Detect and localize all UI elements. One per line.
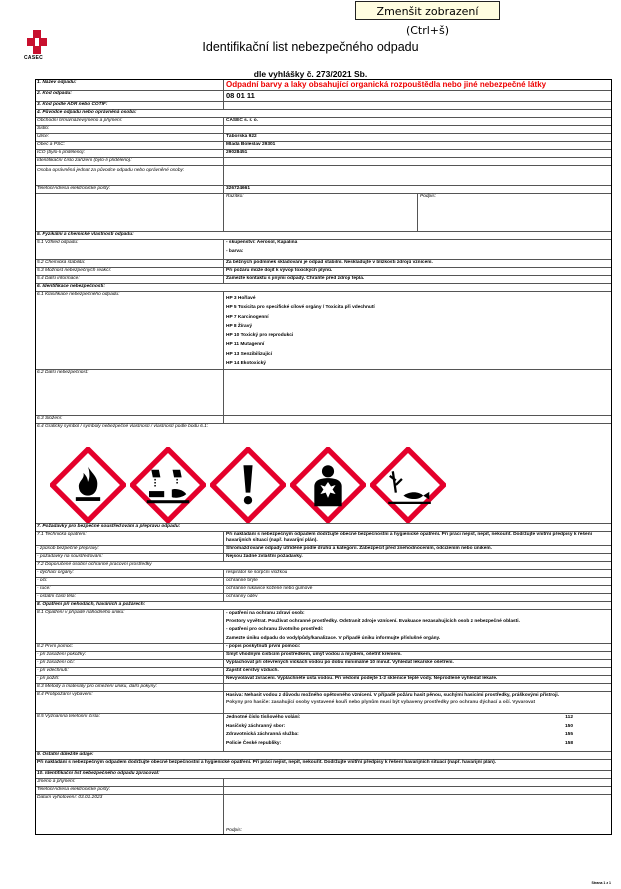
other-info-label: 5.4 Další informace: [36, 276, 224, 283]
pictogram-row [36, 443, 611, 523]
waste-code: 08 01 11 [226, 91, 255, 100]
phones-list [224, 714, 611, 751]
page-subtitle: dle vyhlášky č. 273/2021 Sb. [253, 69, 368, 79]
section-6-heading: 6. Identifikace nebezpečnosti: [37, 284, 105, 289]
stability-value: Za běžných podmínek skladování je odpad stabilní. Neskladujte v blízkosti zdrojů vznícení. [226, 260, 433, 265]
phone-name: Zdravotnická záchranná služba: [226, 732, 299, 737]
corrosion-icon [130, 447, 206, 523]
other-info-value: Zamezte kontaktu s jinými odpady. Chraňte před zdroji tepla. [226, 276, 365, 281]
hp-item: HP 11 Mutagenní [226, 342, 265, 348]
prepared-by-contact-label: Telefon/Adresa elektronické pošty: [36, 787, 224, 794]
page-number: Strana 1 z 1 [591, 881, 611, 885]
ppe-label: - oči: [36, 578, 224, 585]
environment-icon [370, 447, 446, 523]
waste-name: Odpadní barvy a laky obsahující organická rozpouštědla nebo jiné nebezpečné látky [226, 80, 547, 89]
fire-equipment-value [224, 692, 611, 713]
section-8-heading: 8. Opatření při nehodách, haváriích a požárech: [37, 602, 146, 607]
pictograms-label: 6.4 Grafický symbol / symboly nebezpečné vlastnosti / vlastností podle bodu 6.1: [37, 424, 209, 429]
transport-value: Shromažďované odpady utříděné podle druhů a kategorií. Zabezpečit před znehodnocením, odcizením nebo únikem. [226, 546, 492, 551]
date-label: Datum vyhotovení: 03.01.2023 [36, 795, 224, 834]
transport-label: - způsob bezpečné přepravy: [36, 546, 224, 553]
authorized-person-label: Osoba oprávněná jednat za původce odpadu nebo oprávněné osoby: [36, 166, 224, 185]
collection-value: Nejsou žádné zvláštní požadavky. [226, 554, 303, 559]
phones-label: 8.5 Významná telefonní čísla: [36, 714, 224, 751]
signature-label: Podpis: [420, 194, 436, 199]
prepared-by-name-label: Jméno a příjmení: [36, 779, 224, 786]
first-aid-case-value: Zajistit čerstvý vzduch. [226, 668, 279, 673]
first-aid-case-value: Vyplachovat při otevřených víčkách vodou po dobu minimálně 10 minut. Vyhledat lékařské ošetření. [226, 660, 454, 665]
first-aid-label: 8.2 První pomoc: [36, 644, 224, 651]
hp-item: HP 7 Karcinogenní [226, 314, 269, 320]
prepared-by-signature-label: Podpis: [226, 828, 242, 833]
authorized-person-value [224, 166, 611, 185]
health-hazard-icon [290, 447, 366, 523]
reactions-label: 5.3 Možnost nebezpečných reakcí: [36, 268, 224, 275]
composition-label: 6.3 Složení: [36, 416, 224, 423]
ico-label: IČO (bylo-li přiděleno): [36, 150, 224, 157]
blank-label [36, 194, 224, 231]
section-10-heading: 10. Identifikační list nebezpečného odpadu zpracoval: [37, 771, 160, 776]
flame-icon [50, 447, 126, 523]
section-7-heading: 7. Požadavky pro bezpečné soustřeďování a přepravu odpadu: [37, 524, 181, 529]
ppe-value: ochranné brýle [226, 578, 258, 583]
ppe-label: - dýchací orgány: [36, 570, 224, 577]
facility-id-value [224, 158, 611, 165]
appearance-label: 5.1 Vzhled odpadu: [36, 240, 224, 259]
containment-label: 8.3 Metody a materiály pro omezení úniku, další pokyny: [36, 684, 224, 691]
extinguishing-media: Hasiva: Nehasit vodou z důvodu možného opětovného vznícení. V případě požáru hasit pěnou, suchými hasicími prostředky, práškovými přístroji. [226, 693, 560, 698]
seat-value [224, 126, 611, 133]
phone-number: 112 [565, 715, 573, 720]
phone-name: Policie České republiky: [226, 740, 282, 746]
section-2-label: 2. Kód odpadu: [36, 91, 224, 101]
street-label: Ulice: [36, 134, 224, 141]
first-aid-case-label: - při vdechnutí: [36, 668, 224, 675]
first-aid-case-value: Smýt vhodným čisticím prostředkem, umýt vodou a mýdlem, ošetřit krémem. [226, 652, 402, 657]
spill-line: - opatření pro ochranu životního prostředí: [226, 627, 324, 633]
facility-id-label: Identifikační číslo zařízení (bylo-li přiděleno): [36, 158, 224, 165]
ppe-value: ochranné rukavice kožené nebo gumové [226, 586, 313, 591]
adr-code [224, 102, 611, 109]
hp-item: HP 14 Ekotoxický [226, 361, 266, 367]
appearance-color: - barva: [226, 249, 244, 254]
city-label: Obec a PSČ: [36, 142, 224, 149]
other-data-value: Při nakládání s nebezpečným odpadem dodržujte obecné bezpečnostní a hygienické opatření. Při práci nejíst, nepít, nekouřit. Dodržujte vnitřní předpisy k řešení havarijních situací (např. havarijní plán). [37, 760, 497, 765]
ppe-label: - ostatní části těla: [36, 594, 224, 601]
appearance-state: - skupenství: Aerosol, Kapalina [226, 240, 298, 245]
ppe-value: ochranný oděv [226, 594, 258, 599]
stability-label: 5.2 Chemická stabilita: [36, 260, 224, 267]
reactions-value: Při požáru může dojít k vývoji toxických plynů. [226, 268, 333, 273]
containment-value [224, 684, 611, 691]
technical-measures-label: 7.1 Technická opatření: [36, 532, 224, 545]
spill-measures [224, 610, 611, 643]
logo-text: CASEC [24, 55, 44, 61]
phone-number: 158 [564, 740, 573, 746]
other-hazard-label: 6.2 Další nebezpečnost: [36, 370, 224, 415]
fire-equipment-label: 8.4 Protipožární vybavení: [36, 692, 224, 713]
first-aid-case-label: - při požití: [36, 676, 224, 683]
ppe-heading: 7.2 Doporučené osobní ochranné pracovní prostředky [37, 562, 152, 567]
city-value: Mladá Boleslav 29301 [226, 142, 276, 147]
section-1-label: 1. Název odpadu: [36, 80, 224, 90]
prepared-by-signature [224, 795, 611, 834]
spill-line: Prostory vyvětrat. Používat ochranné prostředky. Odstranit zdroje vznícení. Evakuace nezasahujících osob z nebezpečné oblasti. [226, 619, 520, 625]
spill-line: Zamezte úniku odpadu do vody/půdy/kanalizace. V případě úniku informujte příslušné orgány. [226, 635, 441, 641]
spill-label: 8.1 Opatření v případě náhodného úniku: [36, 610, 224, 643]
hp-item: HP 8 Žíravý [226, 323, 253, 329]
section-9-heading: 9. Ostatní důležité údaje: [37, 752, 94, 757]
ppe-label: - ruce: [36, 586, 224, 593]
hp-item: HP 3 Hořlavé [226, 296, 256, 301]
composition-value [224, 416, 611, 423]
section-4-heading: 4. Původce odpadu nebo oprávněná osoba: [37, 110, 137, 115]
street-value: Táborská 922 [226, 134, 257, 139]
hp-list [224, 292, 611, 369]
first-aid-value: - popis poskytnutí první pomoci: [226, 644, 301, 649]
first-aid-case-value: Nevyvolávat zvracení. Vypláchněte ústa vodou. Při vědomí podejte 1-2 sklenice teplé vody. Neprodleně vyhledat lékaře. [226, 676, 498, 681]
phone-label: Telefon/Adresa elektronické pošty: [36, 186, 224, 193]
prepared-by-name-value [224, 779, 611, 786]
classification-label: 6.1 Klasifikace nebezpečného odpadu: [36, 292, 224, 369]
form-table [35, 79, 612, 835]
ico-value: 29028451 [226, 150, 248, 155]
first-aid-case-label: - při zasažení pokožky: [36, 652, 224, 659]
hp-item: HP 13 Senzibilizující [226, 351, 273, 357]
spill-line: - opatření na ochranu zdraví osob: [226, 611, 305, 616]
prepared-by-contact-value [224, 787, 611, 794]
firefighter-advice: Pokyny pro hasiče: zasahující osoby vystavené kouři nebo plynům musí být vybaveny prostředky pro ochranu dýchací a očí. Vyvarovat [226, 699, 536, 705]
first-aid-case-label: - při zasažení očí: [36, 660, 224, 667]
firm-label: Obchodní firma/název/jméno a příjmení: [36, 118, 224, 125]
phone-number: 150 [564, 723, 573, 729]
section-5-heading: 5. Fyzikální a chemické vlastnosti odpadu: [37, 232, 134, 237]
phone-name: Jednotné číslo tísňového volání: [226, 715, 301, 720]
seat-label: Sídlo: [36, 126, 224, 133]
section-3-label: 3. Kód podle ADR nebo COTIF: [36, 102, 224, 109]
phone-number: 155 [564, 732, 573, 737]
collection-label: - požadavky na soustřeďování: [36, 554, 224, 561]
technical-measures-value: Při nakládání s nebezpečným odpadem dodržujte obecné bezpečnostní a hygienické opatření. Při práci nejíst, nepít, nekouřit. Dodržujte vnitřní předpisy k řešení havarijních situací (např. havarijní plán). [226, 532, 592, 543]
ppe-value: respirátor se sorpční vložkou [226, 570, 288, 575]
hp-item: HP 5 Toxicita pro specifické cílové orgány / Toxicita při vdechnutí [226, 305, 375, 311]
phone-value: 326724661 [226, 186, 251, 191]
exclamation-icon [210, 447, 286, 523]
firm-value: CASEC s. r. o. [226, 118, 258, 123]
phone-name: Hasičský záchranný sbor: [226, 723, 286, 729]
other-hazard-value [224, 370, 611, 415]
page-title: Identifikační list nebezpečného odpadu [202, 40, 419, 54]
stamp-label: Razítko: [224, 194, 418, 231]
hp-item: HP 10 Toxický pro reprodukci [226, 333, 294, 339]
zoom-out-button[interactable]: Zmenšit zobrazení (Ctrl+š) [355, 1, 500, 20]
